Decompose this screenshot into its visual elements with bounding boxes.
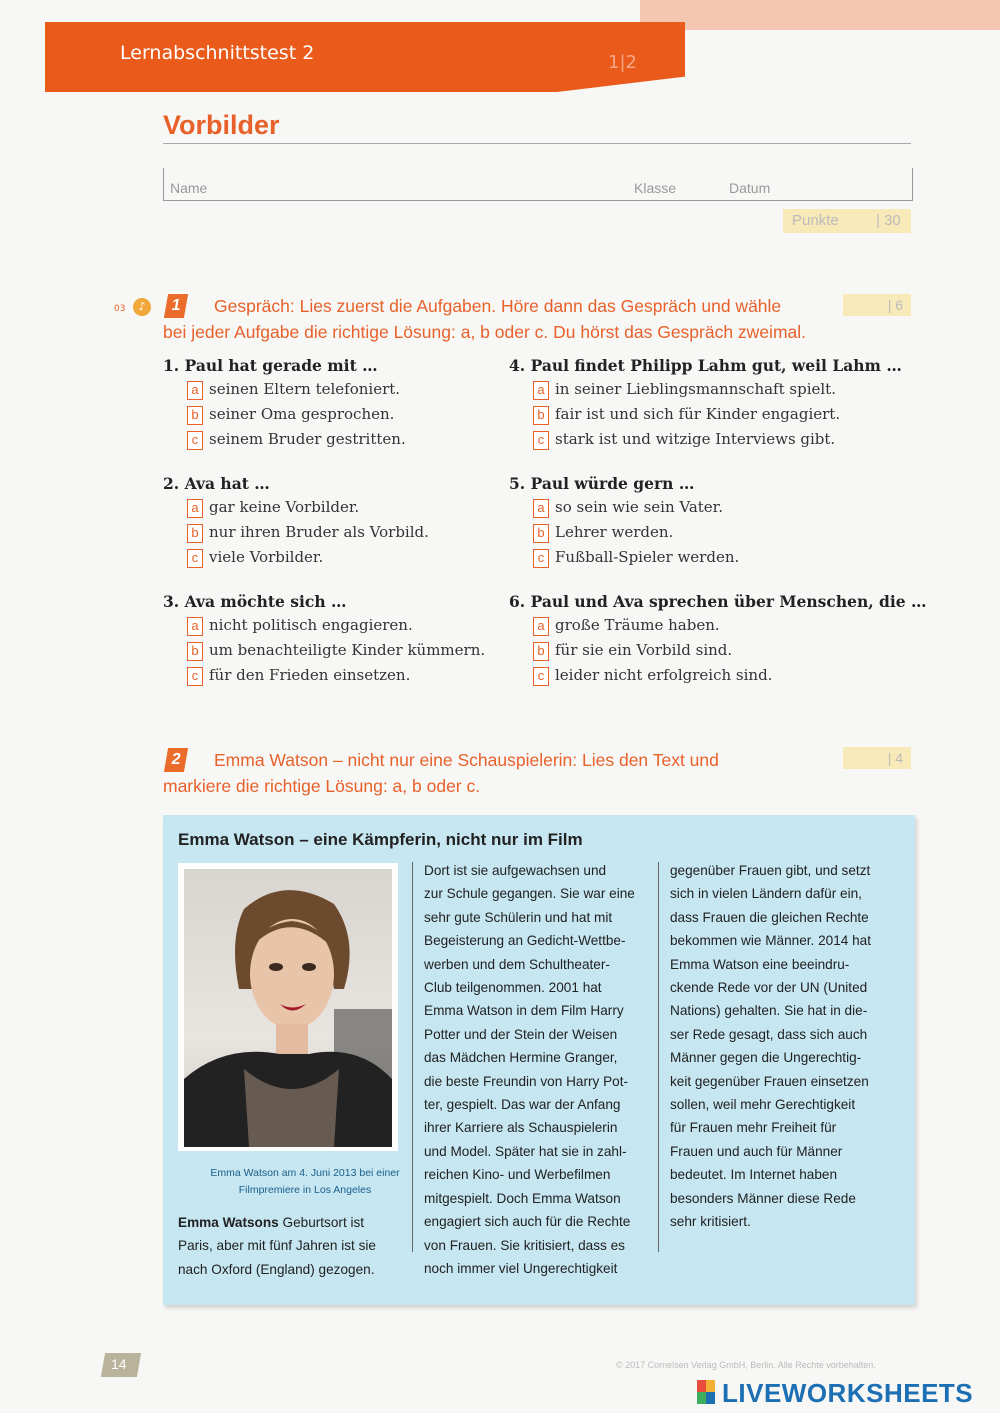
- photo-caption: Emma Watson am 4. Juni 2013 bei einer Filmpremiere in Los Angeles: [210, 1167, 400, 1196]
- option-b[interactable]: b fair ist und sich für Kinder engagiert.: [533, 403, 902, 428]
- question-text: 3. Ava möchte sich …: [163, 592, 347, 611]
- page-code: 1|2: [608, 52, 637, 73]
- task1-instruction-line2: bei jeder Aufgabe die richtige Lösung: a, b oder c. Du hörst das Gespräch zweimal.: [163, 322, 807, 342]
- option-a[interactable]: a in seiner Lieblingsmannschaft spielt.: [533, 378, 902, 403]
- score-total: | 30: [876, 212, 901, 229]
- option-a[interactable]: a große Träume haben.: [533, 614, 927, 639]
- text-column-3: gegenüber Frauen gibt, und setzt sich in vielen Ländern dafür ein, dass Frauen die gleichen Rechte bekommen wie Männer. 2014 hat Emma Watson eine beeindru- ckende Rede vor der UN (United Nations) gehalten. Sie hat in die- ser Rede gesagt, dass sich auch Männer gegen die Ungerechtig- keit gegenüber Frauen einsetzen sollen, weil mehr Gerechtigkeit für Frauen mehr Freiheit für Frauen und auch für Männer bedeutet. Im Internet haben besonders Männer diese Rede sehr kritisiert.: [670, 863, 872, 1230]
- task1-instruction-line1: Gespräch: Lies zuerst die Aufgaben. Höre dann das Gespräch und wähle: [214, 296, 782, 316]
- option-b[interactable]: b Lehrer werden.: [533, 521, 739, 546]
- task-number: 2: [164, 748, 188, 772]
- option-c[interactable]: c seinem Bruder gestritten.: [187, 428, 406, 453]
- question-4: [509, 356, 902, 453]
- header-shadow: [640, 0, 1000, 30]
- option-c[interactable]: c leider nicht erfolgreich sind.: [533, 664, 927, 689]
- class-field[interactable]: Klasse: [634, 180, 677, 196]
- option-c[interactable]: c stark ist und witzige Interviews gibt.: [533, 428, 902, 453]
- option-b[interactable]: b nur ihren Bruder als Vorbild.: [187, 521, 429, 546]
- copyright: © 2017 Cornelsen Verlag GmbH, Berlin. Alle Rechte vorbehalten.: [616, 1360, 876, 1370]
- question-text: 5. Paul würde gern …: [509, 474, 695, 493]
- task-number: 1: [164, 294, 188, 318]
- question-text: 4. Paul findet Philipp Lahm gut, weil Lahm …: [509, 356, 902, 375]
- column-divider: [412, 862, 413, 1252]
- header-title: Lernabschnittstest 2: [120, 42, 315, 64]
- task1-points: | 6: [843, 294, 911, 316]
- question-5: [509, 474, 739, 571]
- option-b[interactable]: b für sie ein Vorbild sind.: [533, 639, 927, 664]
- audio-cd-icon[interactable]: ♪: [133, 298, 151, 316]
- question-text: 2. Ava hat …: [163, 474, 270, 493]
- option-a[interactable]: a seinen Eltern telefoniert.: [187, 378, 406, 403]
- name-form: [163, 168, 913, 201]
- option-a[interactable]: a nicht politisch engagieren.: [187, 614, 485, 639]
- column-divider: [658, 862, 659, 1252]
- page-number: 14: [111, 1356, 127, 1372]
- option-a[interactable]: a gar keine Vorbilder.: [187, 496, 429, 521]
- liveworksheets-logo[interactable]: LIVEWORKSHEETS: [722, 1378, 974, 1408]
- option-c[interactable]: c Fußball-Spieler werden.: [533, 546, 739, 571]
- score-label: Punkte: [792, 212, 839, 229]
- option-b[interactable]: b seiner Oma gesprochen.: [187, 403, 406, 428]
- name-field[interactable]: Name: [170, 180, 208, 196]
- option-c[interactable]: c viele Vorbilder.: [187, 546, 429, 571]
- option-c[interactable]: c für den Frieden einsetzen.: [187, 664, 485, 689]
- reading-title: Emma Watson – eine Kämpferin, nicht nur im Film: [178, 830, 583, 849]
- page-title: Vorbilder: [163, 110, 280, 140]
- portrait-photo: [184, 869, 392, 1147]
- question-2: [163, 474, 429, 571]
- question-text: 1. Paul hat gerade mit …: [163, 356, 378, 375]
- option-b[interactable]: b um benachteiligte Kinder kümmern.: [187, 639, 485, 664]
- task2-points: | 4: [843, 747, 911, 769]
- audio-track-number: 03: [114, 304, 126, 314]
- question-6: [509, 592, 927, 689]
- text-column-2: Dort ist sie aufgewachsen und zur Schule gegangen. Sie war eine sehr gute Schülerin und hat mit Begeisterung an Gedicht-Wettbe- werben und dem Schultheater- Club teilgenommen. 2001 hat Emma Watson in dem Film Harry Potter und der Stein der Weisen das Mädchen Hermine Granger, die beste Freundin von Harry Pot- ter, gespielt. Das war der Anfang ihrer Karriere als Schauspielerin und Model. Später hat sie in zahl- reichen Kino- und Werbefilmen mitgespielt. Doch Emma Watson engagiert sich auch für die Rechte von Frauen. Sie kritisiert, dass es noch immer viel Ungerechtigkeit: [424, 863, 635, 1276]
- question-1: [163, 356, 406, 453]
- question-text: 6. Paul und Ava sprechen über Menschen, die …: [509, 592, 927, 611]
- title-divider: [163, 143, 911, 144]
- date-field[interactable]: Datum: [729, 180, 771, 196]
- task2-instruction-line2: markiere die richtige Lösung: a, b oder c.: [163, 776, 481, 796]
- question-3: [163, 592, 485, 689]
- option-a[interactable]: a so sein wie sein Vater.: [533, 496, 739, 521]
- task2-instruction-line1: Emma Watson – nicht nur eine Schauspielerin: Lies den Text und: [214, 750, 719, 770]
- text-column-1: Emma Watsons Geburtsort ist Paris, aber mit fünf Jahren ist sie nach Oxford (England) gezogen.: [178, 1215, 376, 1277]
- liveworksheets-badge-icon: [697, 1380, 715, 1404]
